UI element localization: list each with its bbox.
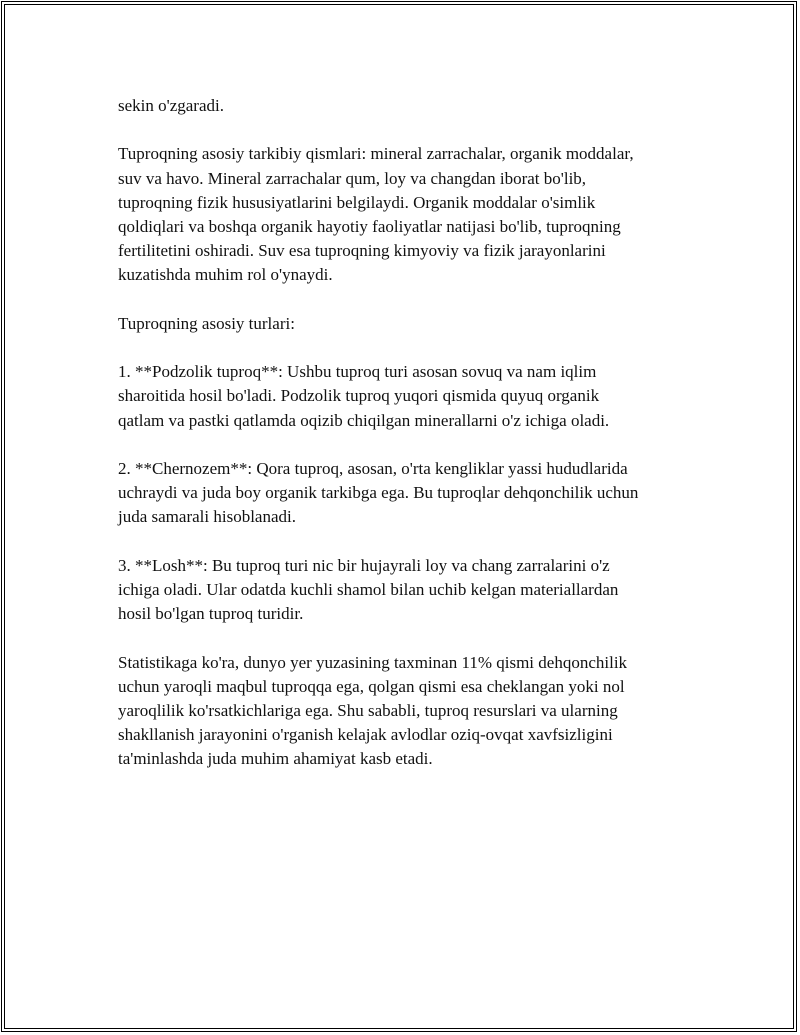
paragraph-chernozem: 2. **Chernozem**: Qora tuproq, asosan, o'rta kengliklar yassi hududlarida uchraydi va juda boy organik tarkibga ega. Bu tuproqlar dehqonchilik uchun juda samarali hisoblanadi. (118, 458, 639, 527)
document-page (4, 4, 794, 1029)
paragraph-continuation: sekin o'zgaradi. (118, 96, 224, 115)
paragraph-soil-components: Tuproqning asosiy tarkibiy qismlari: mineral zarrachalar, organik moddalar, suv va havo. Mineral zarrachalar qum, loy va changdan iborat bo'lib, tuproqning fizik hususiyatlarini belgilaydi. Organik moddalar o'simlik qoldiqlari va boshqa organik hayotiy faoliyatlar natijasi bo'lib, tuproqning fertilitetini oshiradi. Suv esa tuproqning kimyoviy va fizik jarayonlarini kuzatishda muhim rol o'ynaydi. (118, 144, 634, 285)
paragraph-podzol: 1. **Podzolik tuproq**: Ushbu tuproq turi asosan sovuq va nam iqlim sharoitida hosil bo'ladi. Podzolik tuproq yuqori qismida quyuq organik qatlam va pastki qatlamda oqizib chiqilgan minerallarni o'z ichiga oladi. (118, 362, 610, 430)
document-body (118, 94, 698, 796)
paragraph-statistics: Statistikaga ko'ra, dunyo yer yuzasining taxminan 11% qismi dehqonchilik uchun yaroqli maqbul tuproqqa ega, qolgan qismi esa cheklangan yoki nol yaroqlilik ko'rsatkichlariga ega. Shu sababli, tuproq resurslari va ularning shakllanish jarayonini o'rganish kelajak avlodlar oziq-ovqat xavfsizligini ta'minlashda juda muhim ahamiyat kasb etadi. (118, 652, 628, 769)
paragraph-soil-types-heading: Tuproqning asosiy turlari: (118, 313, 295, 333)
paragraph-loess: 3. **Losh**: Bu tuproq turi nic bir hujayrali loy va chang zarralarini o'z ichiga oladi. Ular odatda kuchli shamol bilan uchib kelgan materiallardan hosil bo'lgan tuproq turidir. (118, 555, 619, 624)
